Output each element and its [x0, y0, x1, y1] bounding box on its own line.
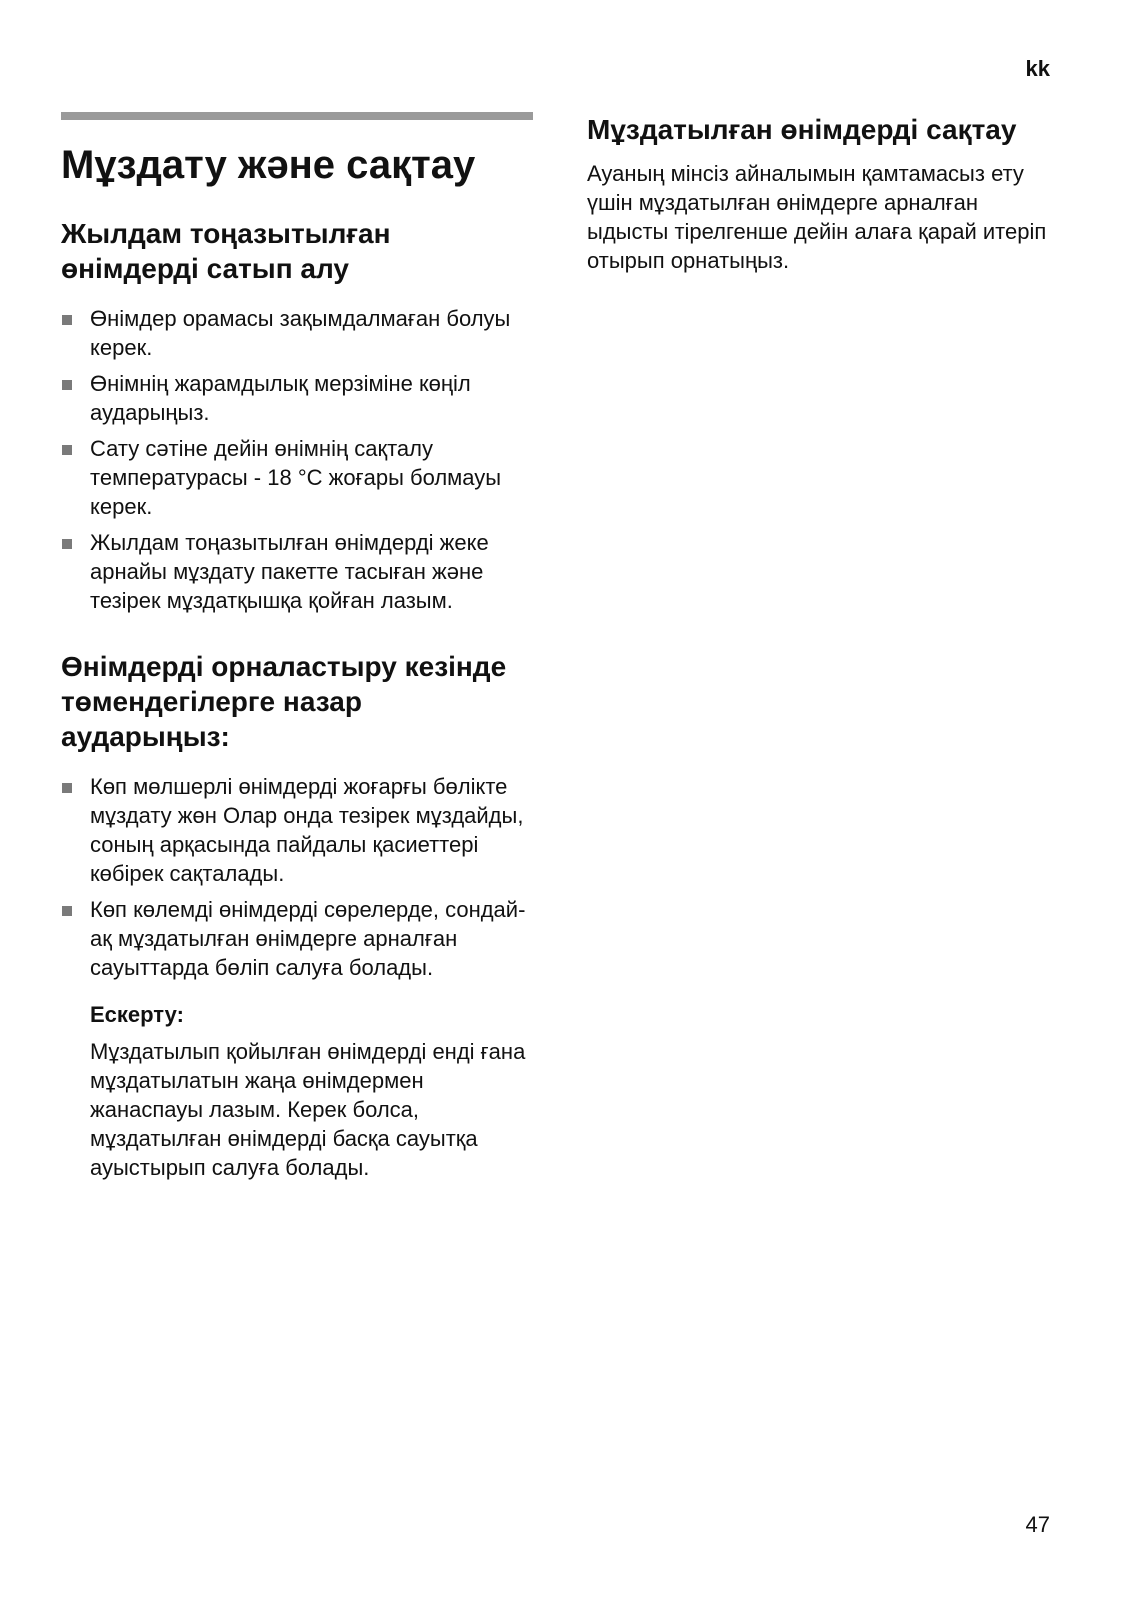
square-bullet-icon [62, 783, 72, 793]
list-item: Көп мөлшерлі өнімдерді жоғарғы бөлікте мұздату жөн Олар онда тезірек мұздайды, соның арқасында пайдалы қасиеттері көбірек сақталады. [61, 772, 533, 888]
square-bullet-icon [62, 539, 72, 549]
list-item: Сату сәтіне дейін өнімнің сақталу температурасы - 18 °C жоғары болмауы керек. [61, 434, 533, 521]
list-item: Көп көлемді өнімдерді сөрелерде, сондай-ақ мұздатылған өнімдерге арналған сауыттарда бөліп салуға болады. [61, 895, 533, 982]
left-column [61, 112, 533, 1182]
section-heading-placing: Өнімдерді орналастыру кезінде төмендегілерге назар аударыңыз: [61, 651, 507, 752]
square-bullet-icon [62, 906, 72, 916]
square-bullet-icon [62, 445, 72, 455]
right-column [587, 112, 1057, 275]
list-item: Өнімдер орамасы зақымдалмаған болуы керек. [61, 304, 533, 362]
list-item: Өнімнің жарамдылық мерзіміне көңіл аударыңыз. [61, 369, 533, 427]
page-title: Мұздату және сақтау [61, 143, 476, 187]
list-item: Жылдам тоңазытылған өнімдерді жеке арнайы мұздату пакетте тасыған және тезірек мұздатқышқа қойған лазым. [61, 528, 533, 615]
square-bullet-icon [62, 315, 72, 325]
section-heading-storing: Мұздатылған өнімдерді сақтау [587, 114, 1017, 145]
note-title: Ескерту: [90, 1002, 184, 1027]
title-rule [61, 112, 533, 120]
placing-tips-list [61, 772, 533, 982]
page-number: 47 [1025, 1512, 1050, 1537]
note-block [61, 1000, 533, 1182]
buying-tips-list [61, 304, 533, 615]
storing-paragraph: Ауаның мінсіз айналымын қамтамасыз ету үшін мұздатылған өнімдерге арналған ыдысты тірелгенше дейін алаға қарай итеріп отырып орнатыңыз. [587, 161, 1047, 273]
language-code: kk [1025, 56, 1050, 81]
section-heading-buying: Жылдам тоңазытылған өнімдерді сатып алу [61, 218, 391, 284]
note-text: Мұздатылып қойылған өнімдерді енді ғана мұздатылатын жаңа өнімдермен жанаспауы лазым. Керек болса, мұздатылған өнімдерді басқа сауытқа ауыстырып салуға болады. [90, 1039, 526, 1180]
square-bullet-icon [62, 380, 72, 390]
